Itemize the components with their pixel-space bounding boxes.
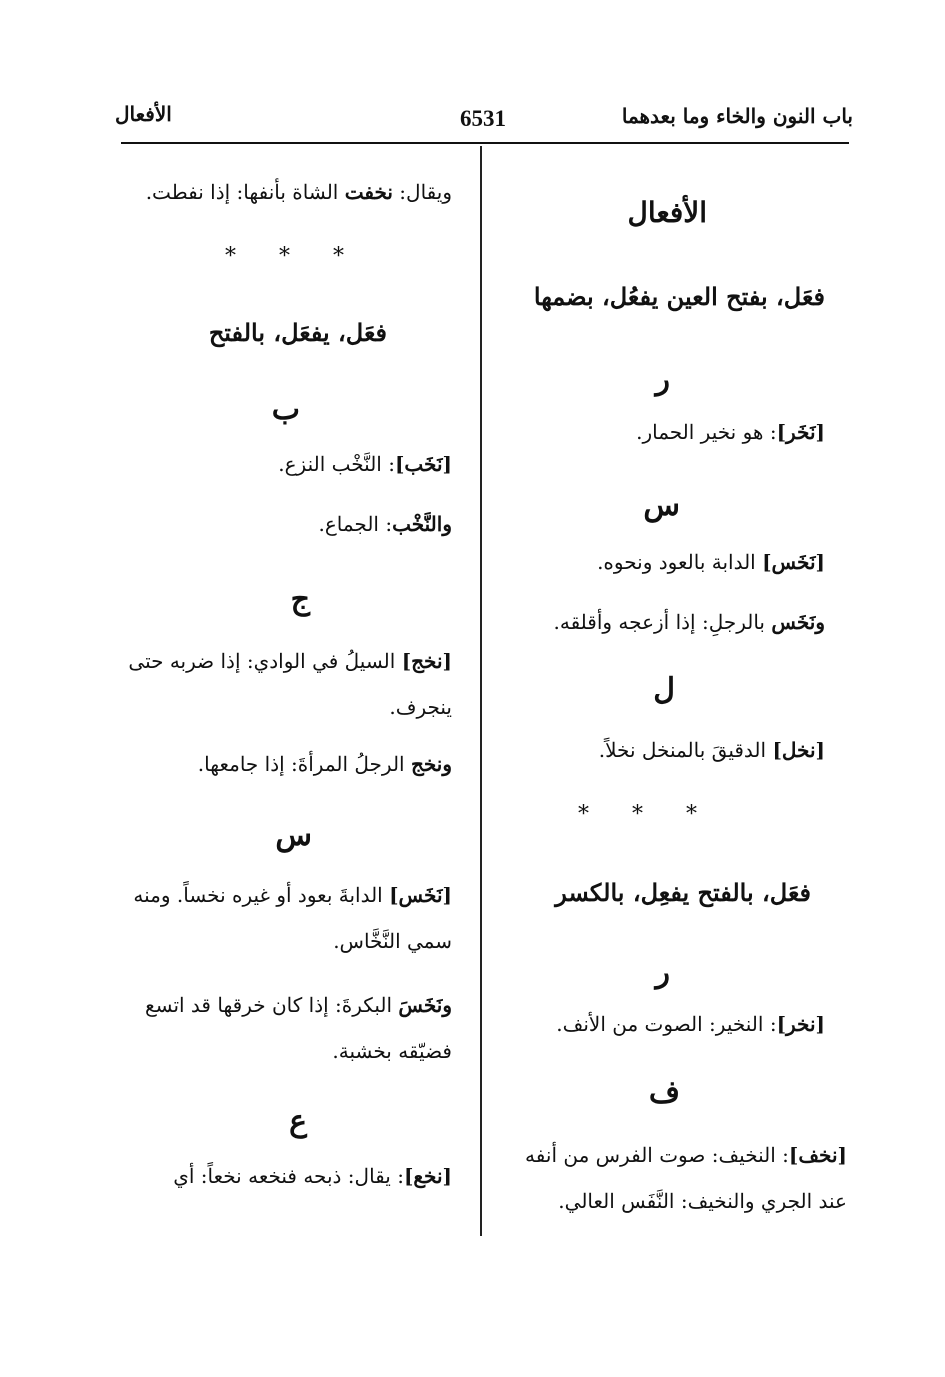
entry (597, 550, 825, 574)
entry (556, 1012, 825, 1036)
letter-heading: ع (289, 1104, 307, 1139)
entry-head: [نخر] (776, 1012, 825, 1036)
letter-heading: ل (653, 672, 675, 707)
subsection-heading: فعَل، يفعَل، بالفتح (208, 318, 387, 347)
entry-head: ونَخَس (771, 610, 825, 634)
section-title: الأفعال (115, 102, 172, 126)
entry (553, 610, 825, 634)
entry-text: الدابة بالعود ونحوه. (597, 550, 763, 574)
letter-heading: س (275, 818, 312, 853)
entry (318, 512, 452, 536)
letter-heading: ب (271, 392, 300, 427)
subsection-heading: فعَل، بفتح العين يفعُل، بضمها (533, 282, 825, 311)
header-rule (121, 142, 849, 144)
entry-head: [نَخَس] (389, 883, 452, 907)
entry (146, 180, 452, 204)
entry (97, 982, 452, 1074)
entry-text: السيلُ في الوادي: إذا ضربه حتى ينجرف. (128, 649, 452, 719)
letter-heading: ف (648, 1075, 680, 1110)
entry-head: [نخف] (788, 1143, 847, 1167)
entry-head: نخفت (344, 180, 393, 204)
entry-prefix: ويقال: (392, 180, 452, 204)
column-divider (480, 146, 482, 1236)
separator-stars: * * * (578, 802, 715, 827)
subsection-heading: فعَل، بالفتح يفعِل، بالكسر (555, 878, 811, 907)
entry-head: [نَخَر] (776, 420, 825, 444)
entry (102, 638, 452, 730)
entry-text: الدابةَ بعود أو غيره نخساً. ومنه سمي النَّخَّاس. (133, 883, 452, 953)
entry-head: [نخل] (772, 738, 825, 762)
entry-head: [نخج] (401, 649, 452, 673)
entry-text: بالرجلِ: إذا أزعجه وأقلقه. (553, 610, 772, 634)
entry-text: الدقيقَ بالمنخل نخلاً. (598, 738, 773, 762)
entry-head: [نَخَب] (394, 452, 452, 476)
letter-heading: ر (655, 362, 670, 397)
entry-text: : هو نخير الحمار. (636, 420, 777, 444)
page-header (115, 100, 853, 140)
entry-head: [نخع] (403, 1164, 452, 1188)
entry (198, 752, 452, 776)
entry-head: ونَخَسَ (398, 993, 452, 1017)
separator-stars: * * * (225, 244, 362, 269)
entry-text: الشاة بأنفها: إذا نفطت. (145, 180, 345, 204)
letter-heading: ج (290, 582, 310, 617)
entry-head: والنَّخْب (392, 512, 452, 536)
entry (97, 872, 452, 964)
entry (278, 452, 452, 476)
entry-text: : الجماع. (318, 512, 393, 536)
entry-text: الرجلُ المرأةَ: إذا جامعها. (197, 752, 411, 776)
entry-text: : يقال: ذبحه فنخعه نخعاً: أي (173, 1164, 404, 1188)
entry (599, 738, 825, 762)
entry-head: [نَخَس] (762, 550, 825, 574)
entry-text: : النخيف: صوت الفرس من أنفه عند الجري والنخيف: النَّفَس العالي. (525, 1143, 847, 1213)
chapter-title: باب النون والخاء وما بعدهما (621, 104, 853, 128)
entry-head: ونخج (410, 752, 452, 776)
entry (499, 1132, 847, 1224)
letter-heading: ر (655, 955, 670, 990)
entry (636, 420, 825, 444)
section-heading: الأفعال (627, 196, 707, 229)
entry-text: : النَّخْب النزع. (278, 452, 395, 476)
entry-text: البكرةَ: إذا كان خرقها قد اتسع فضيّقه بخشبة. (144, 993, 452, 1063)
entry (173, 1164, 452, 1188)
letter-heading: س (643, 488, 680, 523)
page-number: 6531 (460, 106, 506, 131)
entry-text: : النخير: الصوت من الأنف. (556, 1012, 777, 1036)
